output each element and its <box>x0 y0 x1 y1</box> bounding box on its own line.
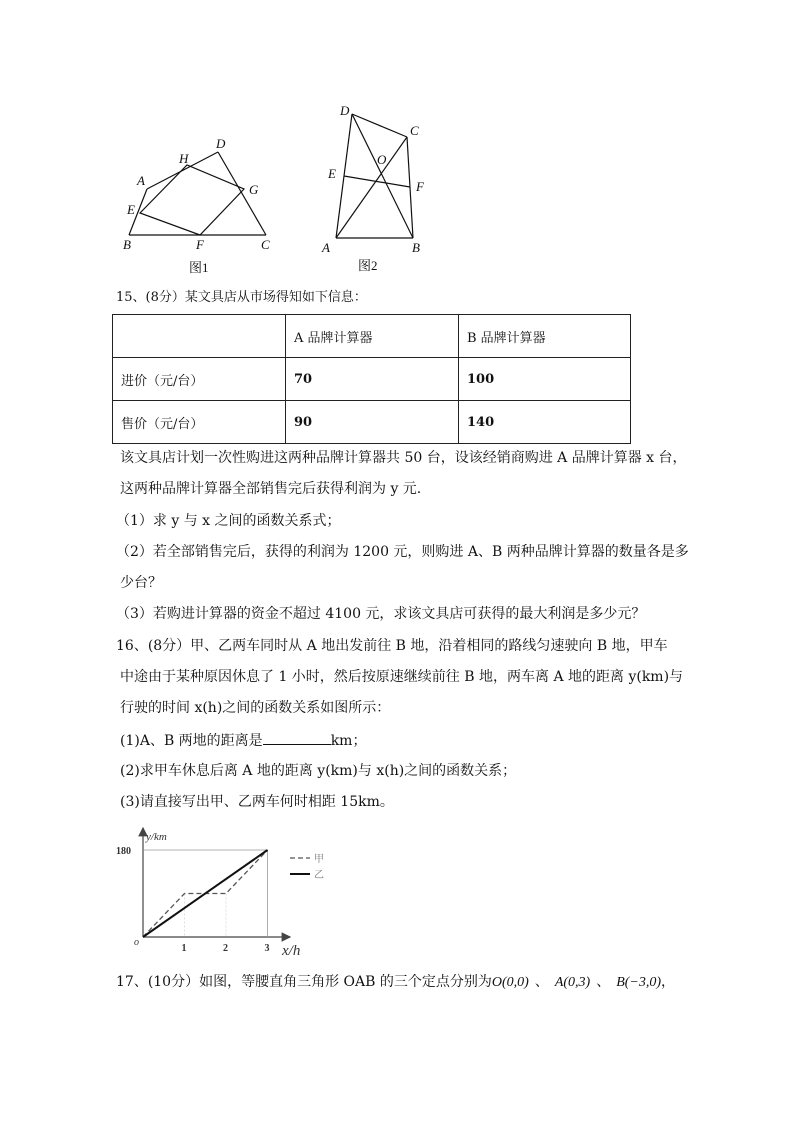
fig2-label-d: D <box>340 103 350 118</box>
fig1-label-a: A <box>137 173 145 188</box>
fig2-label-e: E <box>328 166 336 181</box>
distance-time-chart <box>110 822 355 960</box>
price-table <box>112 314 631 444</box>
q17-text: 17、(10分）如图，等腰直角三角形 OAB 的三个定点分别为 <box>116 974 492 990</box>
table-header: A 品牌计算器 <box>286 315 459 358</box>
fig1-label-f: F <box>196 237 204 252</box>
q16-part2: (2)求甲车休息后离 A 地的距离 y(km)与 x(h)之间的函数关系； <box>120 763 517 779</box>
table-cell: 90 <box>286 401 459 444</box>
fig2-label-a: A <box>322 240 330 255</box>
fig2-label-c: C <box>410 123 419 138</box>
y-tick-label: 180 <box>116 846 131 857</box>
x-tick-label: 2 <box>223 943 228 954</box>
x-axis-label: x/h <box>282 943 301 959</box>
fig2-label-b: B <box>412 240 420 255</box>
q17-line <box>116 972 675 993</box>
answer-blank[interactable] <box>263 730 331 745</box>
x-tick-label: 3 <box>264 943 270 954</box>
q15-intro: 15、(8分）某文具店从市场得知如下信息： <box>116 290 367 305</box>
fig1-label-e: E <box>127 202 135 217</box>
q16-line2: 中途由于某种原因休息了 1 小时，然后按原速继续前往 B 地，两车离 A 地的距离 y(km)与 <box>120 669 684 685</box>
q15-part2-line1: （2）若全部销售完后，获得的利润为 1200 元，则购进 A、B 两种品牌计算器的数量各是多 <box>116 544 689 560</box>
q16-line3: 行驶的时间 x(h)之间的函数关系如图所示： <box>120 700 391 716</box>
point-b: B(−3,0) <box>616 975 662 990</box>
point-o: O(0,0) <box>491 975 529 990</box>
q15-desc-line1: 该文具店计划一次性购进这两种品牌计算器共 50 台，设该经销商购进 A 品牌计算器 x 台， <box>120 450 687 466</box>
separator: 、 <box>596 974 611 990</box>
table-cell: 70 <box>286 358 459 401</box>
q15-part2-line2: 少台？ <box>120 575 162 591</box>
table-cell: 100 <box>459 358 631 401</box>
table-cell: 售价（元/台） <box>113 401 286 444</box>
y-axis-label: y/km <box>146 831 167 843</box>
fig1-label-d: D <box>216 136 226 151</box>
fig1-label-b: B <box>123 237 131 252</box>
q15-part3: （3）若购进计算器的资金不超过 4100 元，求该文具店可获得的最大利润是多少元？ <box>116 606 646 622</box>
legend-label-jia: 甲 <box>314 854 324 865</box>
q15-desc-line2: 这两种品牌计算器全部销售完后获得利润为 y 元. <box>120 481 422 497</box>
q16-line1: 16、(8分）甲、乙两车同时从 A 地出发前往 B 地，沿着相同的路线匀速驶向 B 地，甲车 <box>116 638 668 654</box>
table-row <box>113 401 631 444</box>
fig2-label-o: O <box>377 152 387 167</box>
figure-2 <box>318 100 438 278</box>
table-cell <box>113 315 286 358</box>
q16-part1-unit: km； <box>330 733 367 749</box>
x-tick-label: 1 <box>181 943 187 954</box>
q16-part1-text: (1)A、B 两地的距离是 <box>120 733 263 749</box>
q15-part1: （1）求 y 与 x 之间的函数关系式； <box>116 513 341 529</box>
fig1-label-g: G <box>249 182 259 197</box>
point-a: A(0,3) <box>554 975 591 990</box>
q17-tail: ， <box>661 974 676 990</box>
fig2-caption: 图2 <box>358 258 378 273</box>
table-row <box>113 358 631 401</box>
q16-part1 <box>120 730 366 751</box>
series-line-yi <box>143 850 268 937</box>
table-cell: 进价（元/台） <box>113 358 286 401</box>
table-cell: 140 <box>459 401 631 444</box>
separator: 、 <box>534 974 549 990</box>
fig1-label-c: C <box>261 237 270 252</box>
fig2-label-f: F <box>416 179 424 194</box>
origin-label: o <box>134 937 139 948</box>
q16-part3: (3)请直接写出甲、乙两车何时相距 15km。 <box>120 794 394 810</box>
legend-label-yi: 乙 <box>314 870 324 881</box>
table-header: B 品牌计算器 <box>459 315 631 358</box>
fig1-label-h: H <box>179 151 189 166</box>
fig1-caption: 图1 <box>189 260 209 275</box>
table-row <box>113 315 631 358</box>
figure-1 <box>115 130 290 278</box>
